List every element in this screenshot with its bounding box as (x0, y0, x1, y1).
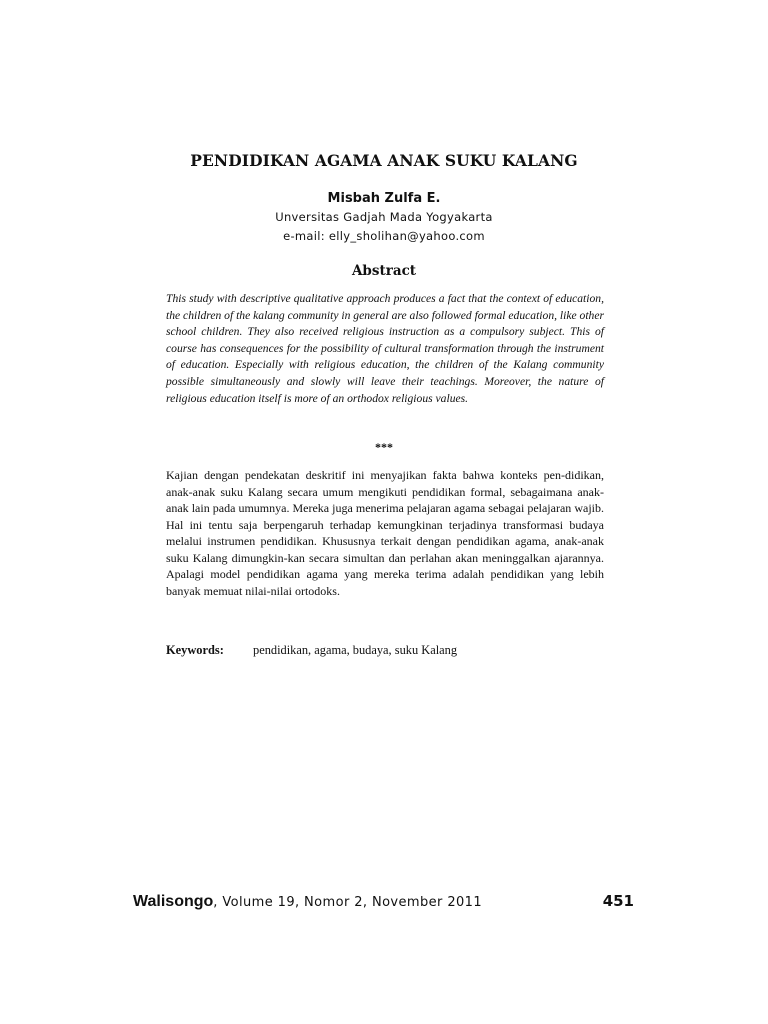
keywords-label: Keywords: (166, 643, 224, 657)
journal-issue: , Volume 19, Nomor 2, November 2011 (213, 895, 483, 910)
author-name: Misbah Zulfa E. (327, 191, 441, 206)
author-email: e-mail: elly_sholihan@yahoo.com (283, 229, 485, 243)
section-separator: *** (375, 440, 393, 454)
abstract-body: This study with descriptive qualitative approach produces a fact that the context of education, the children of the kalang community in general are also followed formal education, like other school children. They also received religious instruction as a compulsory subject. This of course has consequences for the possibility of cultural transformation through the instrument of education. Especially with religious education, the children of the Kalang community possible simultaneously and slowly will leave their teachings. Moreover, the nature of religious education itself is more of an orthodox religious values. (166, 292, 605, 405)
article-title: PENDIDIKAN AGAMA ANAK SUKU KALANG (190, 151, 578, 170)
journal-footer (133, 893, 482, 911)
author-affiliation: Unversitas Gadjah Mada Yogyakarta (275, 210, 493, 224)
keywords-value: pendidikan, agama, budaya, suku Kalang (253, 643, 458, 657)
journal-name: Walisongo (133, 893, 214, 910)
keywords-line (166, 643, 604, 658)
page-number: 451 (602, 892, 634, 910)
indonesian-abstract-body: Kajian dengan pendekatan deskritif ini menyajikan fakta bahwa konteks pen-didikan, anak-anak suku Kalang secara umum mengikuti pendidikan formal, sebagaimana anak-anak lain pada umumnya. Mereka juga menerima pelajaran agama sebagai pelajaran wajib. Hal ini tentu saja berpengaruh terhadap kemungkinan terjadinya transformasi budaya melalui instrumen pendidikan. Khususnya terkait dengan pendidikan agama, anak-anak suku Kalang dimungkin-kan secara simultan dan perlahan akan meninggalkan ajarannya. Apalagi model pendidikan agama yang mereka terima adalah pendidikan yang lebih banyak memuat nilai-nilai ortodoks. (166, 468, 604, 598)
abstract-heading: Abstract (351, 263, 417, 279)
